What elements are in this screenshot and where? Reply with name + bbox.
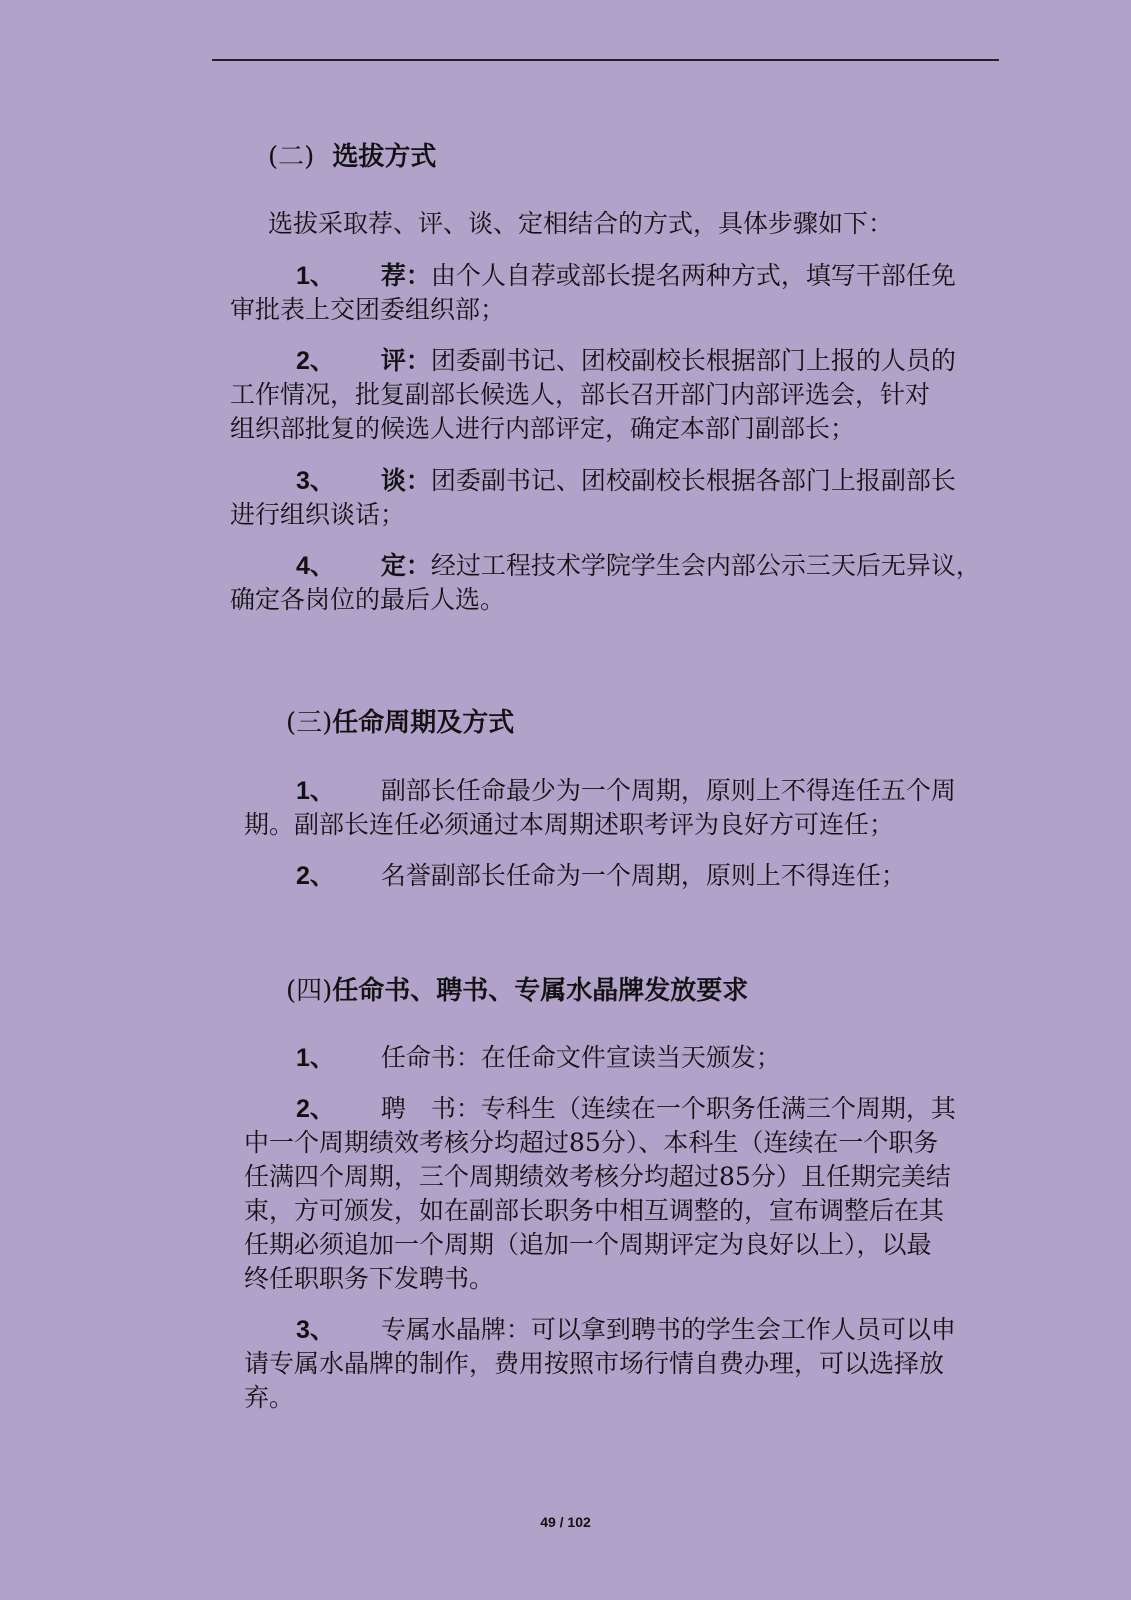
section3-heading: (三)任命周期及方式 [286,708,515,738]
section2-intro: 选拔采取荐、评、谈、定相结合的方式，具体步骤如下： [268,209,894,238]
section2-item-4: 4、 定：经过工程技术学院学生会内部公示三天后无异议， 确定各岗位的最后人选。 [230,551,981,614]
section2-item-1: 1、 荐：由个人自荐或部长提名两种方式，填写干部任免 审批表上交团委组织部； [230,261,956,324]
page-number: 49 / 102 [540,1514,591,1530]
section4-item-1: 1、 任命书：在任命文件宣读当天颁发； [296,1043,781,1072]
header-rule [212,59,999,61]
section2-heading-num: (二) [268,142,315,172]
section3-item-2: 2、 名誉副部长任命为一个周期，原则上不得连任； [296,861,906,890]
section3-item-1: 1、 副部长任命最少为一个周期，原则上不得连任五个周 期。副部长连任必须通过本周期述职考评为良好方可连任； [244,776,956,839]
section2-item-3: 3、 谈：团委副书记、团校副校长根据各部门上报副部长 进行组织谈话； [230,466,956,529]
section4-item-3: 3、 专属水晶牌：可以拿到聘书的学生会工作人员可以申 请专属水晶牌的制作，费用按照市场行情自费办理，可以选择放 弃。 [244,1315,956,1412]
section4-item-2: 2、 聘 书：专科生（连续在一个职务任满三个周期，其 中一个周期绩效考核分均超过85分）、本科生（连续在一个职务 任满四个周期，三个周期绩效考核分均超过85分）且任期完美结 束，方可颁发，如在副部长职务中相互调整的，宣布调整后在其 任期必须追加一个周期（追加一个周期评定为良好以上），以最 终任职职务下发聘书。 [244,1094,956,1293]
section4-heading: (四)任命书、聘书、专属水晶牌发放要求 [286,976,749,1006]
section2-item-2: 2、 评：团委副书记、团校副校长根据部门上报的人员的 工作情况，批复副部长候选人，部长召开部门内部评选会，针对 组织部批复的候选人进行内部评定，确定本部门副部长； [230,346,956,443]
section2-heading [268,136,436,173]
section2-heading-title: 选拔方式 [332,142,437,172]
